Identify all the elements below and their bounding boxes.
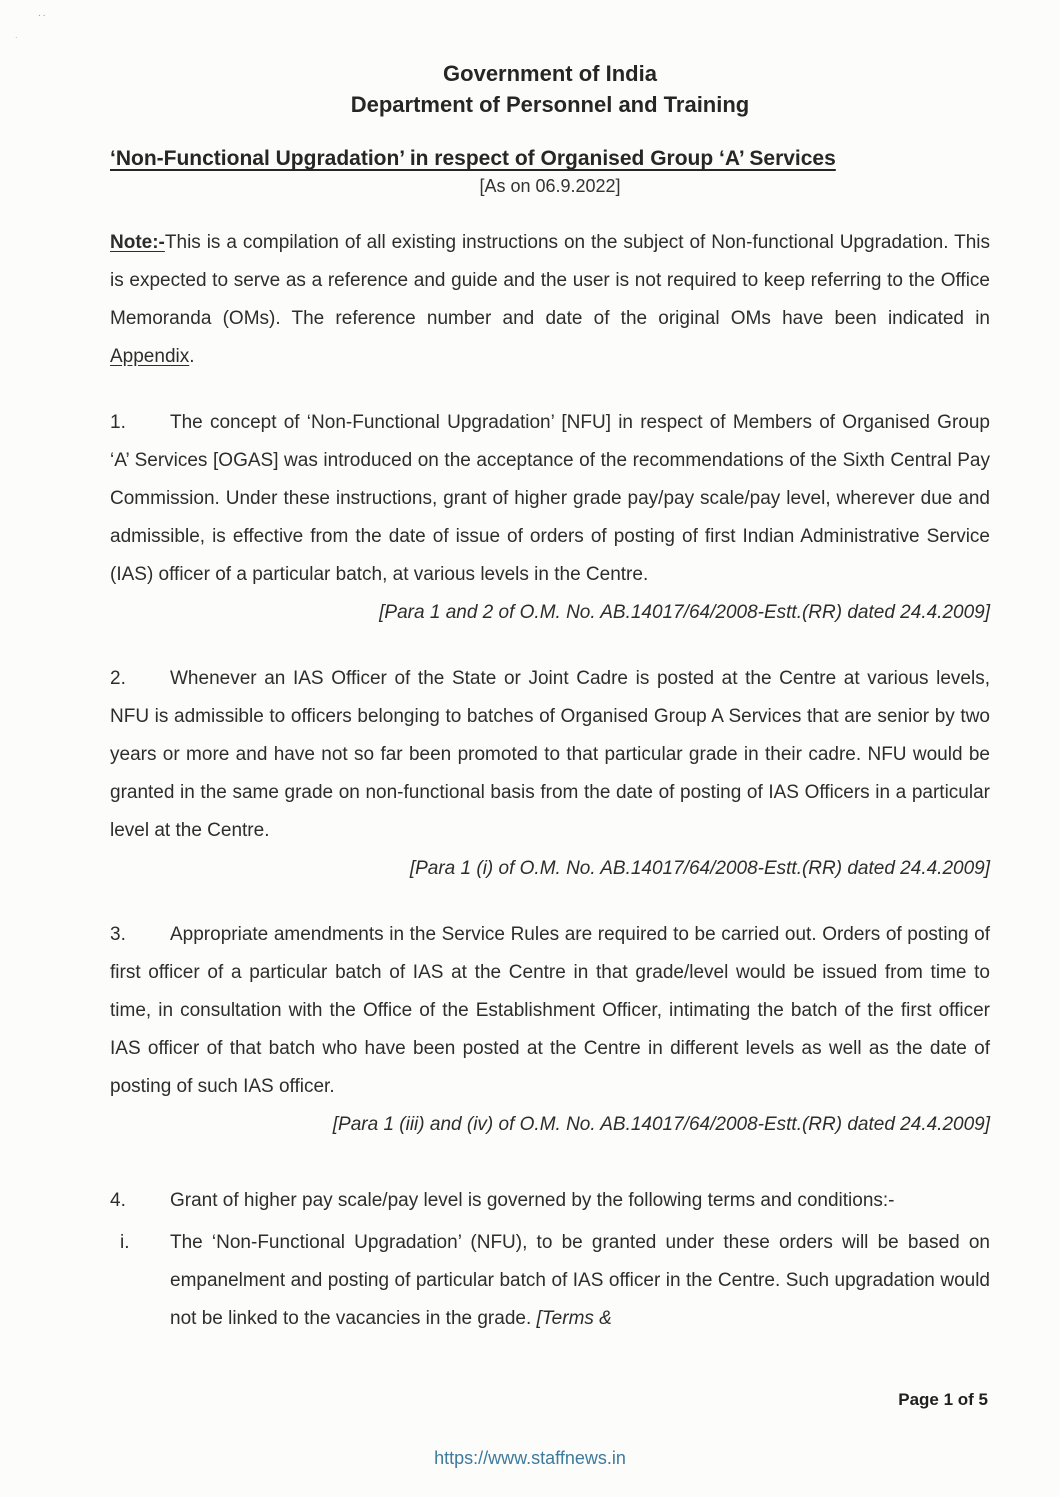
numbered-paragraph-4	[110, 1182, 990, 1338]
appendix-reference: Appendix	[110, 346, 190, 367]
note-label: Note:-	[110, 232, 165, 253]
gov-of-india-title: Government of India	[443, 61, 657, 86]
as-on-date: [As on 06.9.2022]	[479, 176, 621, 196]
numbered-paragraph-3	[110, 916, 990, 1144]
paragraph-body: Grant of higher pay scale/pay level is governed by the following terms and conditions:-	[170, 1190, 895, 1211]
paragraph-number: 1.	[110, 412, 126, 433]
sub-item-text	[170, 1224, 990, 1338]
scan-artifact: .	[15, 30, 18, 40]
paragraph-body: Appropriate amendments in the Service Rules are required to be carried out. Orders of posting of first officer of a particular batch of IAS at the Centre in that grade/level would be issued from time to time, in consultation with the Office of the Establishment Officer, intimating the batch of the first officer IAS officer of that batch who have been posted at the Centre in different levels as well as the date of posting of such IAS officer.	[110, 924, 990, 1097]
source-url-link[interactable]: https://www.staffnews.in	[434, 1448, 626, 1468]
page-number: Page 1 of 5	[898, 1390, 988, 1409]
note-tail: .	[189, 346, 195, 367]
om-citation: [Para 1 (i) of O.M. No. AB.14017/64/2008-Estt.(RR) dated 24.4.2009]	[409, 858, 990, 879]
document-header	[110, 58, 990, 120]
sub-item-number: i.	[120, 1232, 130, 1253]
paragraph-text	[110, 404, 990, 594]
paragraph-text	[110, 660, 990, 850]
sub-item-body: The ‘Non-Functional Upgradation’ (NFU), to be granted under these orders will be based on empanelment and posting of particular batch of IAS officer in the Centre. Such upgradation would not be linked to the vacancies in the grade.	[170, 1232, 990, 1329]
numbered-paragraph-2	[110, 660, 990, 888]
numbered-paragraph-1	[110, 404, 990, 632]
department-title: Department of Personnel and Training	[350, 92, 750, 117]
paragraph-body: The concept of ‘Non-Functional Upgradation’ [NFU] in respect of Members of Organised Group ‘A’ Services [OGAS] was introduced on the acceptance of the recommendations of the Sixth Central Pay Commission. Under these instructions, grant of higher grade pay/pay scale/pay level, wherever due and admissible, is effective from the date of issue of orders of posting of first Indian Administrative Service (IAS) officer of a particular batch, at various levels in the Centre.	[110, 412, 990, 585]
paragraph-text	[110, 916, 990, 1106]
scan-artifact: ..	[38, 8, 48, 19]
sub-item-i	[110, 1224, 990, 1338]
om-citation: [Para 1 (iii) and (iv) of O.M. No. AB.14017/64/2008-Estt.(RR) dated 24.4.2009]	[332, 1114, 990, 1135]
paragraph-body: Whenever an IAS Officer of the State or Joint Cadre is posted at the Centre at various levels, NFU is admissible to officers belonging to batches of Organised Group A Services that are senior by two years or more and have not so far been promoted to that particular grade in their cadre. NFU would be granted in the same grade on non-functional basis from the date of posting of IAS Officers in a particular level at the Centre.	[110, 668, 990, 841]
paragraph-number: 2.	[110, 668, 126, 689]
paragraph-text	[110, 1182, 990, 1220]
document-title-text: ‘Non-Functional Upgradation’ in respect of Organised Group ‘A’ Services	[110, 147, 836, 170]
document-title	[110, 146, 990, 172]
terms-citation-start: [Terms &	[536, 1308, 612, 1329]
note-body: This is a compilation of all existing instructions on the subject of Non-functional Upgradation. This is expected to serve as a reference and guide and the user is not required to keep referring to the Office Memoranda (OMs). The reference number and date of the original OMs have been indicated in	[110, 232, 990, 329]
paragraph-number: 4.	[110, 1190, 126, 1211]
paragraph-number: 3.	[110, 924, 126, 945]
note-paragraph	[110, 224, 990, 376]
om-citation: [Para 1 and 2 of O.M. No. AB.14017/64/2008-Estt.(RR) dated 24.4.2009]	[379, 602, 990, 623]
